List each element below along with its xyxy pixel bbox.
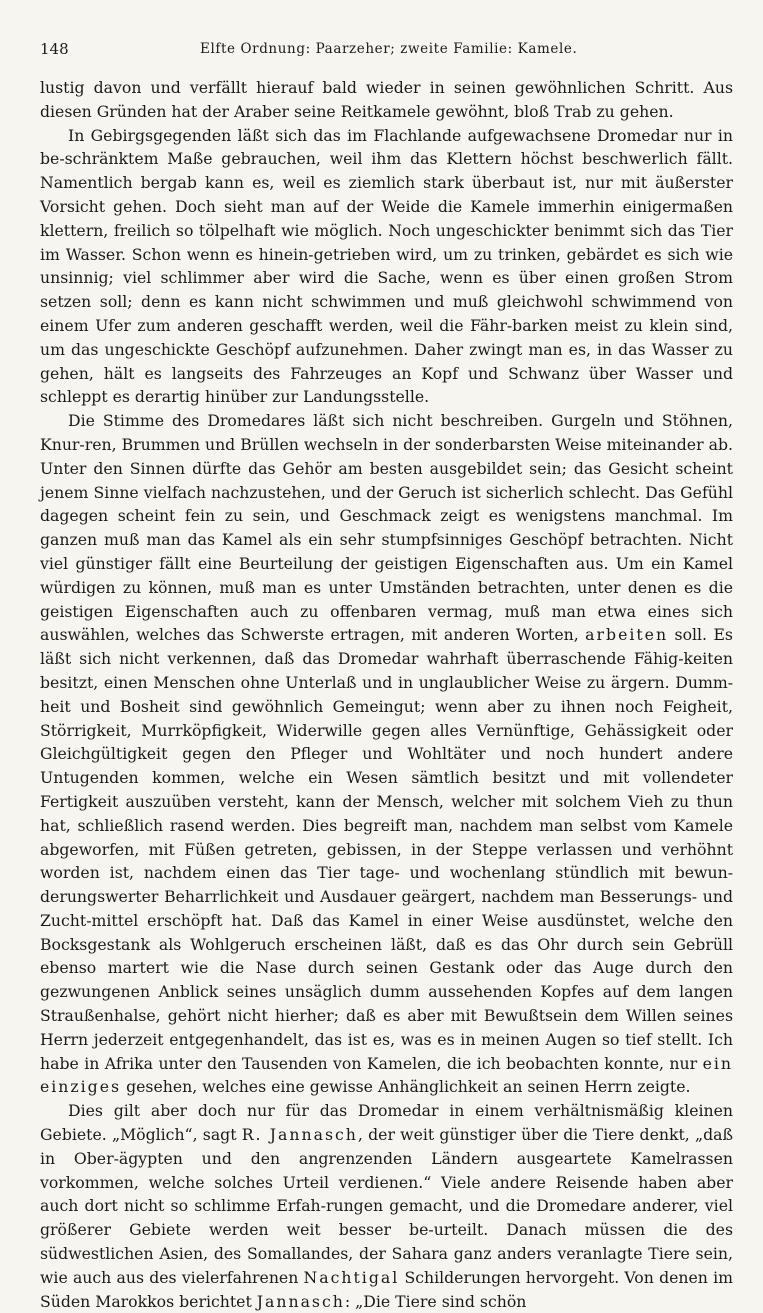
running-title: Elfte Ordnung: Paarzeher; zweite Familie: Kamele. xyxy=(200,41,578,57)
running-header xyxy=(40,40,733,66)
text-run: gesehen, welches eine gewisse Anhänglichkeit an seinen Herrn zeigte. xyxy=(121,1077,691,1097)
text-run: Die Stimme des Dromedares läßt sich nicht beschreiben. Gurgeln und Stöhnen, Knur-ren, Brummen und Brüllen wechseln in der sonderbarsten Weise miteinander ab. Unter den Sinnen dürfte das Gehör am besten ausgebildet sein; das Gesicht scheint jenem Sinne vielfach nachzustehen, und der Geruch ist sicherlich schlecht. Das Gefühl dagegen scheint fein zu sein, und Geschmack zeigt es wenigstens manchmal. Im ganzen muß man das Kamel als ein sehr stumpfsinniges Geschöpf betrachten. Nicht viel günstiger fällt eine Beurteilung der geistigen Eigenschaften aus. Um ein Kamel würdigen zu können, muß man es unter Umständen betrachten, unter denen es die geistigen Eigenschaften auch zu offenbaren vermag, muß man etwa eines sich auswählen, welches das Schwerste ertragen, mit anderen Worten, xyxy=(40,411,733,645)
body-text xyxy=(40,76,733,1313)
text-run: Dies gilt aber doch nur für das Dromedar in einem verhältnismäßig kleinen Gebiete. „Möglich“, sagt xyxy=(40,1101,733,1145)
page-number: 148 xyxy=(40,40,69,58)
text-run: In Gebirgsgegenden läßt sich das im Flachlande aufgewachsene Dromedar nur in be-schränktem Maße gebrauchen, weil ihm das Klettern höchst beschwerlich fällt. Namentlich bergab kann es, weil es ziemlich stark überbaut ist, nur mit äußerster Vorsicht gehen. Doch sieht man auf der Weide die Kamele immerhin einigermaßen klettern, freilich so tölpelhaft wie möglich. Noch ungeschickter benimmt sich das Tier im Wasser. Schon wenn es hinein-getrieben wird, um zu trinken, gebärdet es sich wie unsinnig; viel schlimmer aber wird die Sache, wenn es über einen großen Strom setzen soll; denn es kann nicht schwimmen und muß gleichwohl schwimmend von einem Ufer zum anderen geschafft werden, weil die Fähr-barken meist zu klein sind, um das ungeschickte Geschöpf aufzunehmen. Daher zwingt man es, in das Wasser zu gehen, hält es langseits des Fahrzeuges an Kopf und Schwanz über Wasser und schleppt es derartig hinüber zur Landungsstelle. xyxy=(40,125,733,407)
paragraph xyxy=(40,124,733,410)
paragraph xyxy=(40,76,733,124)
emphasized-text: ein einziges xyxy=(40,1053,733,1097)
emphasized-text: arbeiten xyxy=(585,625,669,645)
text-run: : „Die Tiere sind schön xyxy=(344,1291,527,1311)
emphasized-text: R. Jannasch xyxy=(241,1125,358,1145)
paragraph xyxy=(40,409,733,1099)
text-run: soll. Es läßt sich nicht verkennen, daß das Dromedar wahrhaft überraschende Fähig-keiten besitzt, einen Menschen ohne Unterlaß und in unglaublicher Weise zu ärgern. Dumm-heit und Bosheit sind gewöhnlich Gemeingut; wenn aber zu ihnen noch Feigheit, Störrigkeit, Murrköpfigkeit, Widerwille gegen alles Vernünftige, Gehässigkeit oder Gleichgültigkeit gegen den Pfleger und Wohltäter und noch hundert andere Untugenden kommen, welche ein Wesen sämtlich besitzt und mit vollendeter Fertigkeit auszuüben versteht, kann der Mensch, welcher mit solchem Vieh zu thun hat, schließlich rasend werden. Dies begreift man, nachdem man selbst vom Kamele abgeworfen, mit Füßen getreten, gebissen, in der Steppe verlassen und verhöhnt worden ist, nachdem einen das Tier tage- und wochenlang stündlich mit bewun-derungswerter Beharrlichkeit und Ausdauer geärgert, nachdem man Besserungs- und Zucht-mittel erschöpft hat. Daß das Kamel in einer Weise ausdünstet, welche den Bocksgestank als Wohlgeruch erscheinen läßt, daß es das Ohr durch sein Gebrüll ebenso martert wie die Nase durch seinen Gestank oder das Auge durch den gezwungenen Anblick seines unsäglich dumm aussehenden Kopfes auf dem langen Straußenhalse, gehört nicht hierher; daß es aber mit Bewußtsein dem Willen seines Herrn jederzeit entgegenhandelt, das ist es, was es in meinen Augen so tief stellt. Ich habe in Afrika unter den Tausenden von Kamelen, die ich beobachten konnte, nur xyxy=(40,625,733,1073)
paragraph xyxy=(40,1099,733,1313)
emphasized-text: Nachtigal xyxy=(303,1267,400,1287)
emphasized-text: Jannasch xyxy=(256,1291,345,1311)
text-run: , der weit günstiger über die Tiere denkt, „daß in Ober-ägypten und den angrenzenden Ländern ausgeartete Kamelrassen vorkommen, welche solches Urteil verdienen.“ Viele andere Reisende haben aber auch dort nicht so schlimme Erfah-rungen gemacht, und die Dromedare anderer, viel größerer Gebiete werden weit besser be-urteilt. Danach müssen die des südwestlichen Asien, des Somallandes, der Sahara ganz anders veranlagte Tiere sein, wie auch aus des vielerfahrenen xyxy=(40,1125,733,1287)
text-run: Schilderungen hervorgeht. Von denen im Süden Marokkos berichtet xyxy=(40,1267,733,1311)
text-run: lustig davon und verfällt hierauf bald wieder in seinen gewöhnlichen Schritt. Aus diesen Gründen hat der Araber seine Reitkamele gewöhnt, bloß Trab zu gehen. xyxy=(40,78,733,121)
